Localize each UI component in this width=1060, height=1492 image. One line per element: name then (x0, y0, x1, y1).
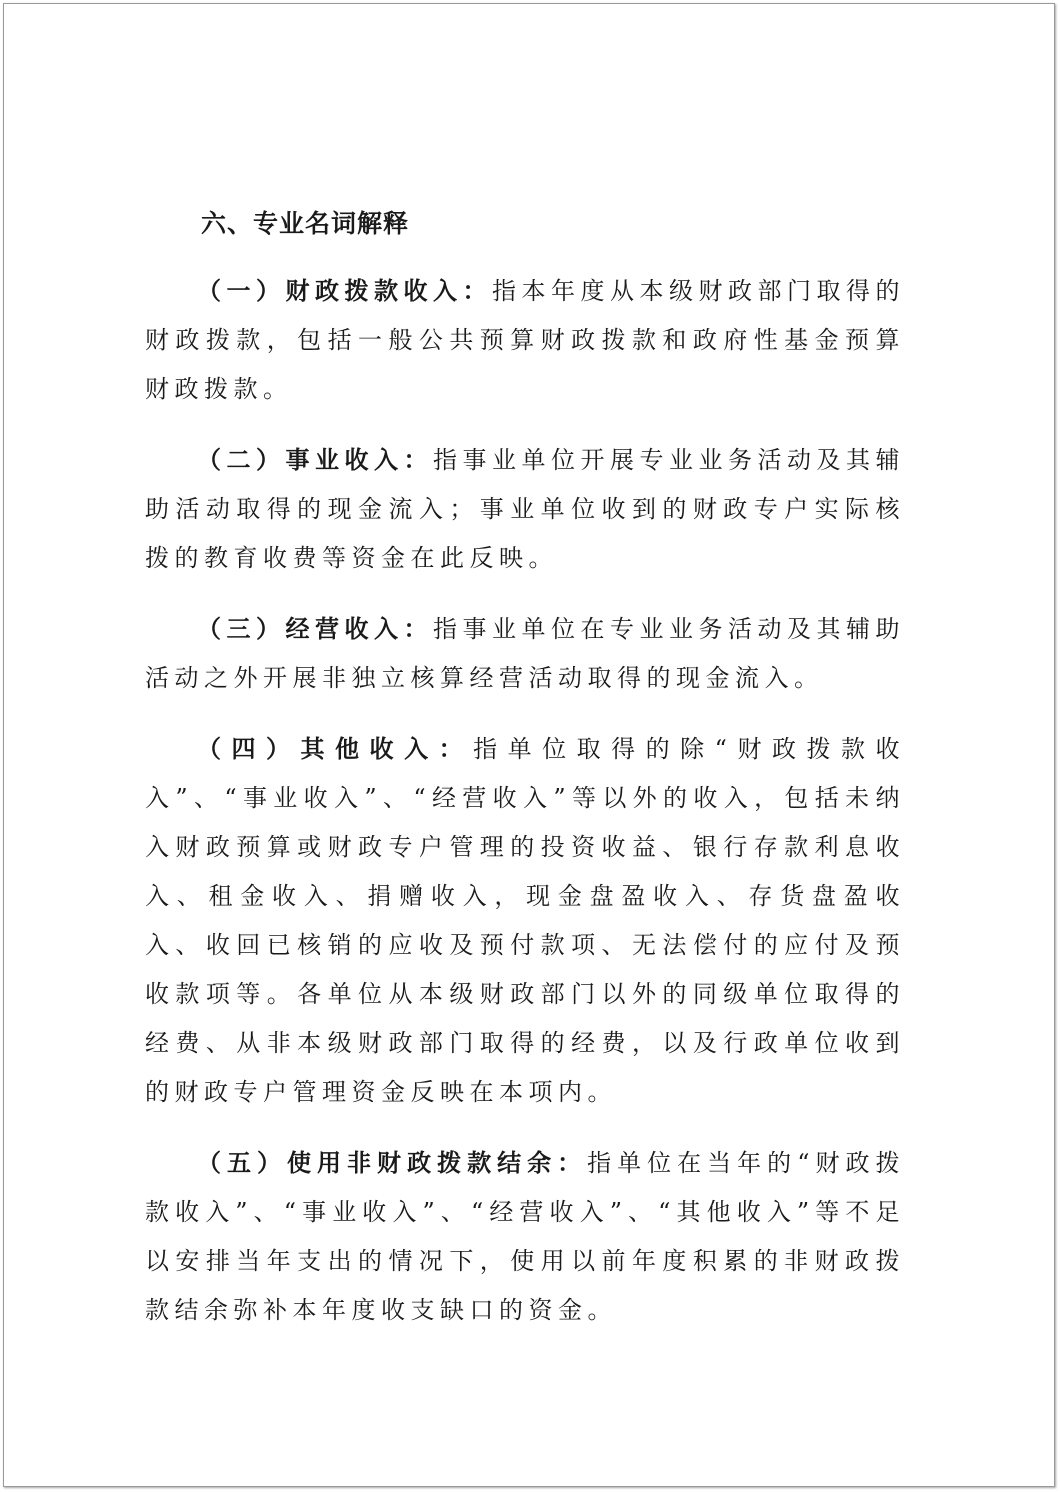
term-label: （三）经营收入： (197, 615, 433, 643)
definition-text: 指事业单位开展专业业务活动及其辅助活动取得的现金流入；事业单位收到的财政专户实际核拨的教育收费等资金在此反映。 (145, 446, 905, 572)
definition-text: 指事业单位在专业业务活动及其辅助活动之外开展非独立核算经营活动取得的现金流入。 (145, 615, 905, 692)
section-heading: 六、专业名词解释 (201, 209, 410, 238)
definition-paragraph-2 (145, 436, 905, 583)
definition-text: 指单位取得的除“财政拨款收入”、“事业收入”、“经营收入”等以外的收入，包括未纳入财政预算或财政专户管理的投资收益、银行存款利息收入、租金收入、捐赠收入，现金盘盈收入、存货盘盈收入、收回已核销的应收及预付款项、无法偿付的应付及预收款项等。各单位从本级财政部门以外的同级单位取得的经费、从非本级财政部门取得的经费，以及行政单位收到的财政专户管理资金反映在本项内。 (145, 735, 905, 1106)
definition-text: 指本年度从本级财政部门取得的财政拨款，包括一般公共预算财政拨款和政府性基金预算财政拨款。 (145, 277, 905, 403)
term-label: （二）事业收入： (197, 446, 433, 474)
document-content (145, 199, 905, 1357)
definition-paragraph-3 (145, 605, 905, 703)
definition-paragraph-4 (145, 725, 905, 1117)
term-label: （五）使用非财政拨款结余： (197, 1149, 588, 1177)
document-page (3, 3, 1055, 1487)
term-label: （四）其他收入： (197, 735, 474, 763)
definition-text: 指单位在当年的“财政拨款收入”、“事业收入”、“经营收入”、“其他收入”等不足以安排当年支出的情况下，使用以前年度积累的非财政拨款结余弥补本年度收支缺口的资金。 (145, 1149, 905, 1324)
definition-paragraph-1 (145, 267, 905, 414)
definition-paragraph-5 (145, 1139, 905, 1335)
term-label: （一）财政拨款收入： (197, 277, 492, 305)
